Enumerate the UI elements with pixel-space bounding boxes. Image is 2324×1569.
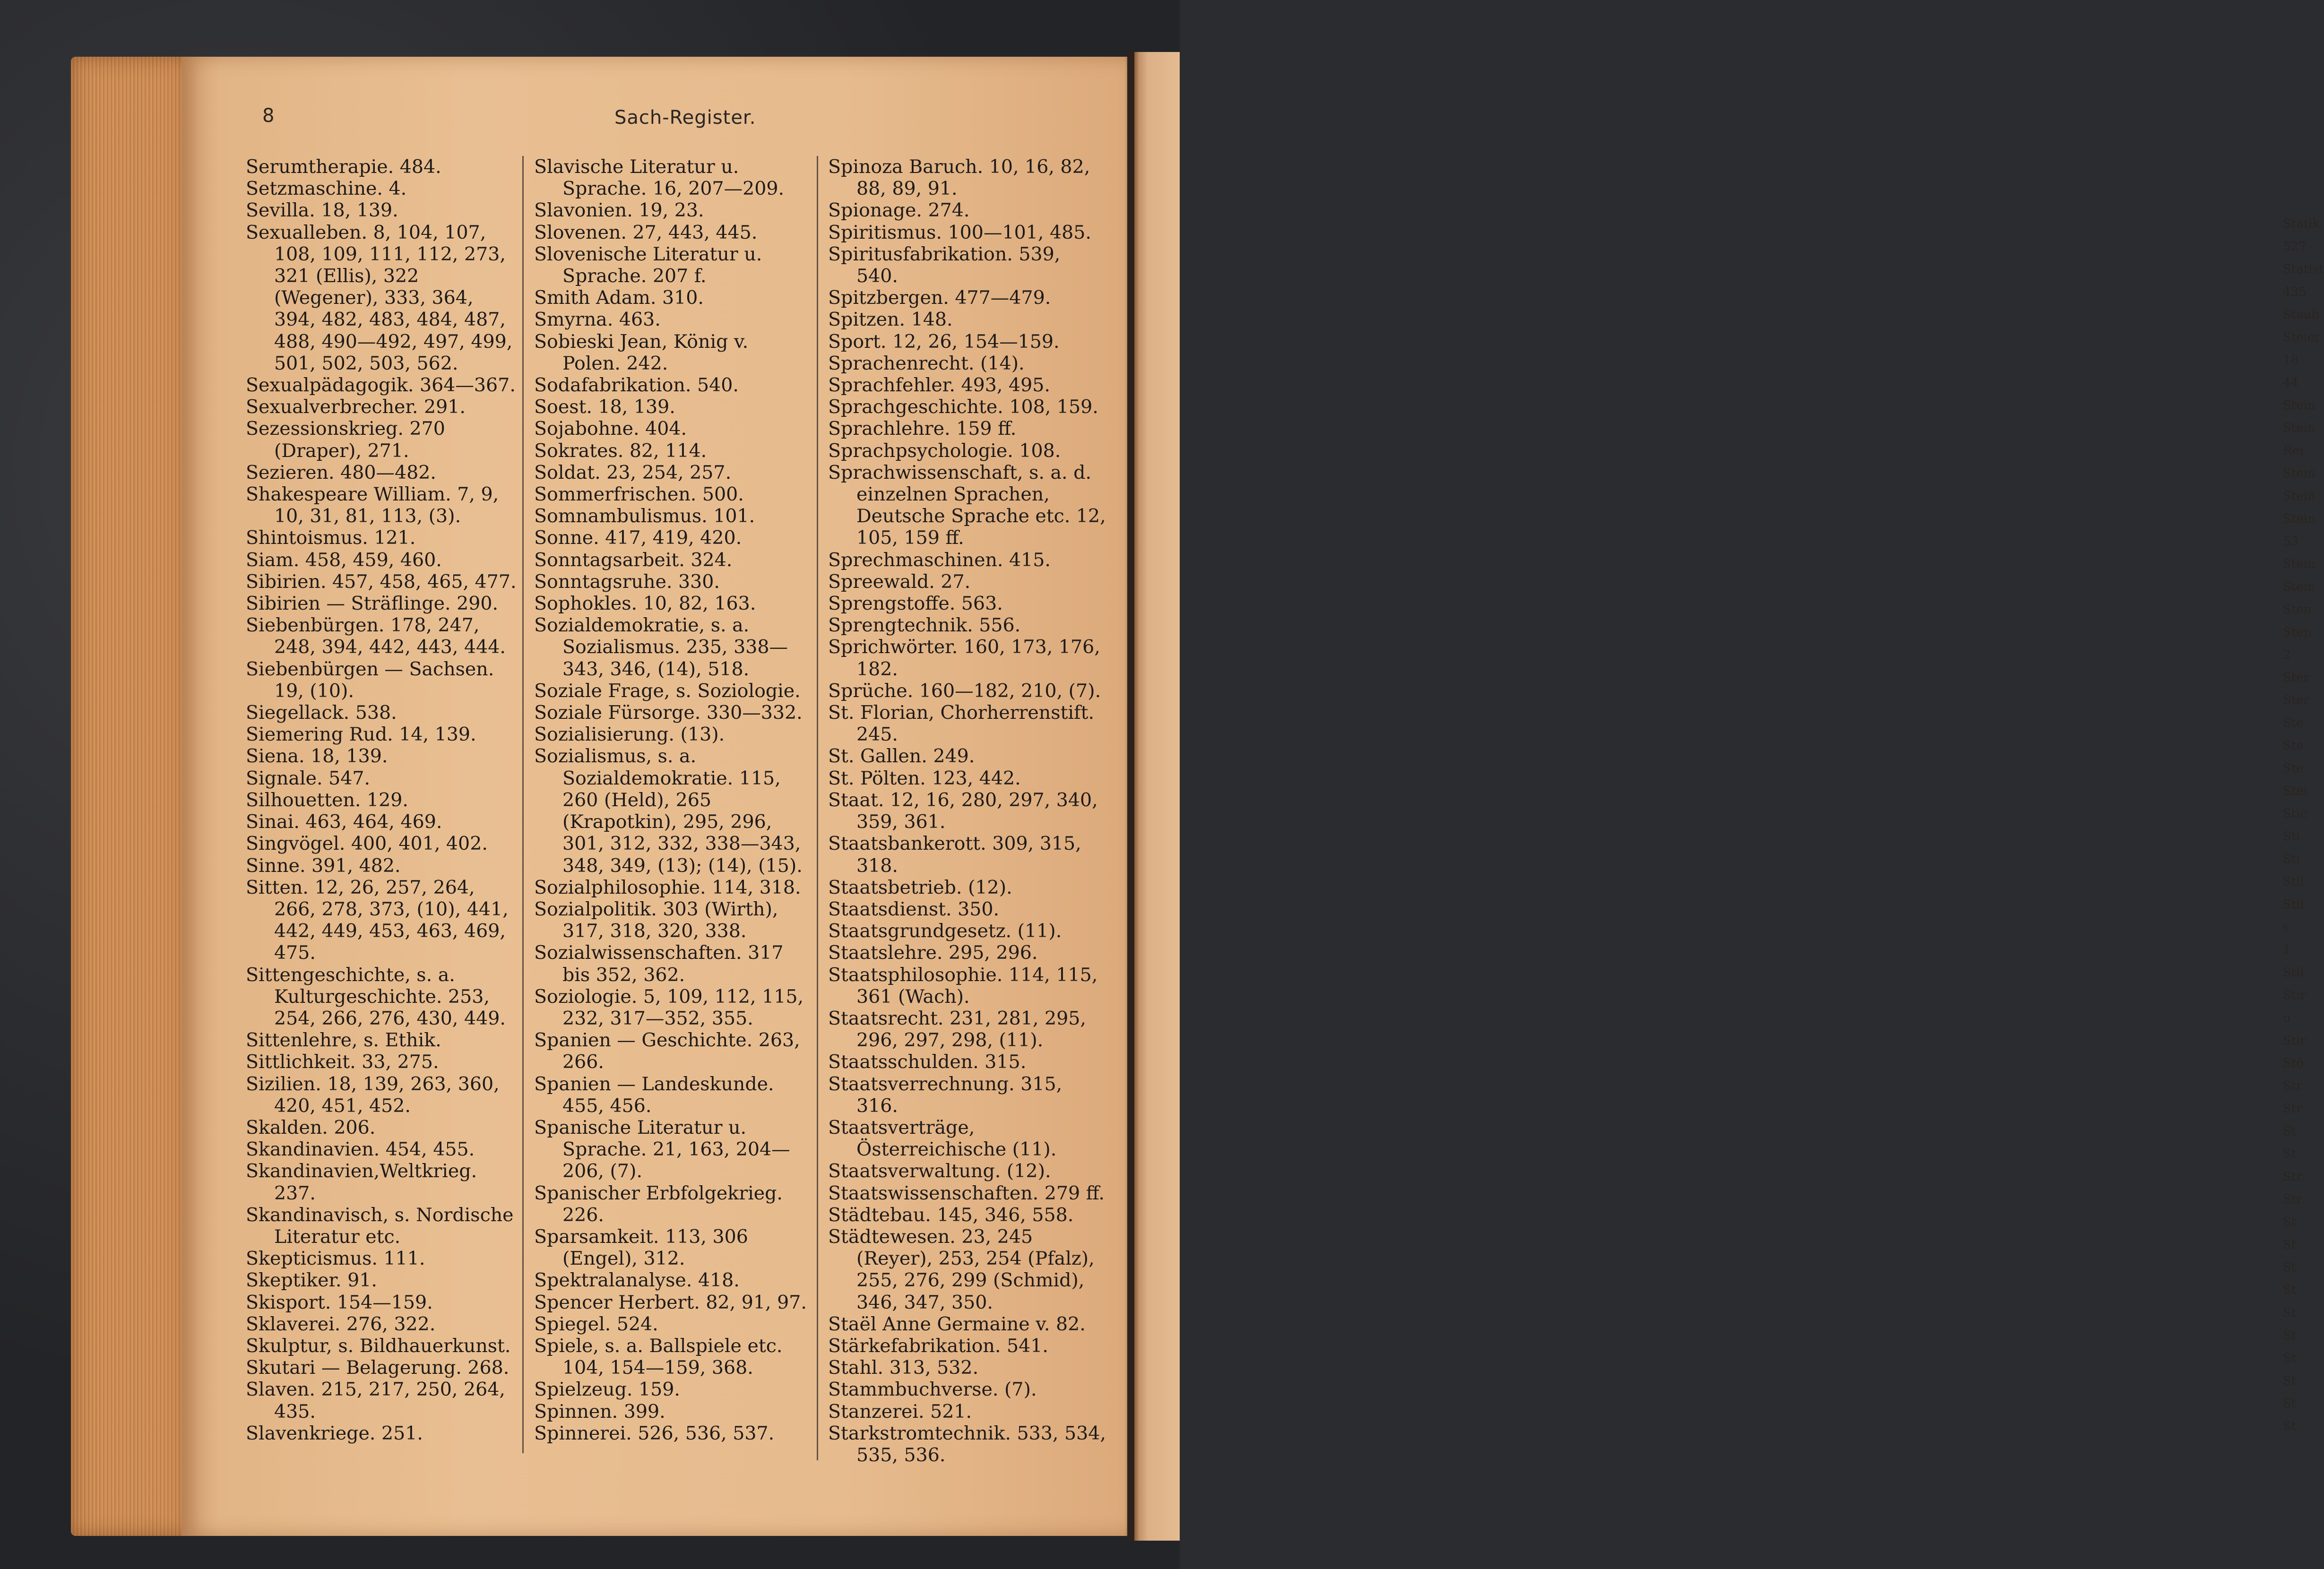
index-column-3 (828, 156, 1107, 1466)
next-page-fragment: Stö (2283, 1056, 2304, 1070)
index-entry: Slovenen. 27, 443, 445. (534, 221, 758, 243)
index-entry: Skalden. 206. (246, 1116, 376, 1138)
index-entry: Sojabohne. 404. (534, 418, 687, 440)
index-entry: Staatsdienst. 350. (828, 898, 1000, 920)
index-entry: Slovenische Literatur u. Sprache. 207 f. (534, 243, 762, 287)
next-page-fragment: Stein (2283, 421, 2315, 435)
index-entry: Starkstromtechnik. 533, 534, 535, 536. (828, 1422, 1106, 1466)
page-title: Sach-Register. (614, 107, 756, 129)
next-page-fragment: Sti (2283, 852, 2300, 866)
index-entry: Soziale Fürsorge. 330—332. (534, 702, 803, 724)
next-page-fragment: Ste (2283, 761, 2304, 776)
next-page-fragment: Step (2283, 625, 2312, 639)
index-entry: St. Pölten. 123, 442. (828, 767, 1021, 789)
index-entry: Sodafabrikation. 540. (534, 374, 739, 397)
index-entry: Sparsamkeit. 113, 306 (Engel), 312. (534, 1225, 748, 1270)
next-page-fragment: Stil (2283, 966, 2304, 980)
index-entry: Siemering Rud. 14, 139. (246, 724, 476, 746)
next-page-fragment: Stic (2283, 807, 2307, 821)
next-page-fragment: Str (2283, 1192, 2302, 1207)
index-entry: Sozialpolitik. 303 (Wirth), 317, 318, 320, 338. (534, 898, 778, 942)
index-entry: Smith Adam. 310. (534, 287, 704, 309)
index-entry: Staatslehre. 295, 296. (828, 942, 1038, 964)
next-page-fragment: Str (2283, 1102, 2302, 1116)
index-entry: Siam. 458, 459, 460. (246, 549, 442, 571)
index-entry: Staatsgrundgesetz. (11). (828, 920, 1062, 942)
index-entry: Spiritismus. 100—101, 485. (828, 221, 1091, 243)
index-entry: Sittengeschichte, s. a. Kulturgeschichte. 253, 254, 266, 276, 430, 449. (246, 964, 506, 1029)
index-entry: Spanische Literatur u. Sprache. 21, 163, 204—206, (7). (534, 1116, 790, 1182)
index-entry: Sozialwissenschaften. 317 bis 352, 362. (534, 942, 784, 986)
index-entry: Skulptur, s. Bildhauerkunst. (246, 1335, 511, 1357)
index-entry: Soziologie. 5, 109, 112, 115, 232, 317—352, 355. (534, 985, 804, 1029)
next-page-fragment: Ster (2283, 671, 2310, 685)
index-entry: Sport. 12, 26, 154—159. (828, 330, 1060, 353)
next-page-fragment: St (2283, 1351, 2297, 1365)
index-entry: Slavonien. 19, 23. (534, 199, 704, 222)
next-page-fragment: Stein (2283, 512, 2315, 526)
index-entry: Sexualleben. 8, 104, 107, 108, 109, 111, 112, 273, 321 (Ellis), 322 (Wegener), 333, 364, 394, 482, 483, 484, 487, 488, 490—492, 497, 499, 501, 502, 503, 562. (246, 221, 513, 374)
next-page-fragment: St (2283, 1283, 2297, 1297)
index-entry: Soldat. 23, 254, 257. (534, 461, 732, 483)
index-entry: Sibirien. 457, 458, 465, 477. (246, 570, 517, 593)
index-entry: Sozialismus, s. a. Sozialdemokratie. 115, 260 (Held), 265 (Krapotkin), 295, 296, 301, 312, 332, 338—343, 348, 349, (13); (14), (15). (534, 745, 803, 877)
index-entry: Siegellack. 538. (246, 702, 397, 724)
index-entry: Skutari — Belagerung. 268. (246, 1357, 510, 1379)
next-page-fragment: Stein (2283, 580, 2315, 594)
next-page-fragment: Stein (2283, 398, 2315, 413)
index-entry: Sezessionskrieg. 270 (Draper), 271. (246, 418, 445, 462)
index-entry: Städtewesen. 23, 245 (Reyer), 253, 254 (Pfalz), 255, 276, 299 (Schmid), 346, 347, 350. (828, 1225, 1095, 1313)
index-entry: Spiritusfabrikation. 539, 540. (828, 243, 1061, 287)
index-entry: Siebenbürgen — Sachsen. 19, (10). (246, 658, 494, 702)
index-entry: Skeptiker. 91. (246, 1269, 377, 1292)
index-entry: Sprengtechnik. 556. (828, 614, 1021, 637)
next-page-fragment: St (2283, 1419, 2297, 1433)
index-entry: Sokrates. 82, 114. (534, 440, 707, 462)
next-page-fragment: St (2283, 1147, 2297, 1161)
index-entry: Setzmaschine. 4. (246, 178, 407, 200)
index-entry: Staatsverträge, Österreichische (11). (828, 1116, 1057, 1161)
index-entry: Shintoismus. 121. (246, 527, 416, 549)
next-page-fragment: Stil (2283, 875, 2304, 889)
index-entry: Sonne. 417, 419, 420. (534, 527, 742, 549)
next-page-fragment: 2 (2283, 648, 2291, 662)
next-page-fragment: Statist (2283, 262, 2324, 276)
next-page-fragment: St (2283, 1124, 2297, 1138)
next-page-fragment: 53 (2283, 534, 2299, 549)
index-entry: Spinoza Baruch. 10, 16, 82, 88, 89, 91. (828, 156, 1090, 200)
index-entry: Sonntagsruhe. 330. (534, 570, 720, 593)
index-entry: Smyrna. 463. (534, 309, 661, 331)
index-entry: Signale. 547. (246, 767, 371, 789)
next-page-fragment: Stein (2283, 466, 2315, 481)
index-entry: Sexualverbrecher. 291. (246, 396, 466, 418)
index-entry: Spitzen. 148. (828, 309, 953, 331)
index-entry: Sprachenrecht. (14). (828, 352, 1025, 374)
index-entry: Sittlichkeit. 33, 275. (246, 1051, 439, 1073)
index-entry: Sophokles. 10, 82, 163. (534, 593, 756, 615)
index-entry: Sinne. 391, 482. (246, 854, 401, 877)
index-entry: Sibirien — Sträflinge. 290. (246, 593, 499, 615)
next-page-fragment: St (2283, 1238, 2297, 1252)
index-entry: Spitzbergen. 477—479. (828, 287, 1051, 309)
index-entry: Silhouetten. 129. (246, 789, 408, 811)
next-page-fragment: Stein (2283, 489, 2315, 503)
index-entry: Sprechmaschinen. 415. (828, 549, 1051, 571)
next-page-fragment: 435 (2283, 285, 2307, 299)
index-entry: Skandinavien. 454, 455. (246, 1138, 475, 1161)
index-entry: Stammbuchverse. (7). (828, 1379, 1037, 1401)
index-entry: Spencer Herbert. 82, 91, 97. (534, 1291, 807, 1313)
next-page-fragment: Sti (2283, 829, 2300, 844)
index-column-2 (534, 156, 808, 1444)
index-entry: Slavenkriege. 251. (246, 1422, 423, 1444)
index-entry: Sprachpsychologie. 108. (828, 440, 1061, 462)
index-entry: Spektralanalyse. 418. (534, 1269, 740, 1292)
index-entry: Shakespeare William. 7, 9, 10, 31, 81, 113, (3). (246, 483, 499, 527)
index-entry: Sezieren. 480—482. (246, 461, 436, 483)
index-entry: Sozialdemokratie, s. a. Sozialismus. 235, 338—343, 346, (14), 518. (534, 614, 788, 680)
index-entry: Siebenbürgen. 178, 247, 248, 394, 442, 443, 444. (246, 614, 506, 658)
next-page-fragment: Ste (2283, 716, 2304, 730)
next-page-fragment: St (2283, 1328, 2297, 1343)
index-entry: Spinnen. 399. (534, 1400, 665, 1422)
index-entry: Sprachfehler. 493, 495. (828, 374, 1050, 397)
index-entry: Stanzerei. 521. (828, 1400, 972, 1422)
index-entry: Staatsrecht. 231, 281, 295, 296, 297, 298, (11). (828, 1007, 1086, 1052)
index-entry: Skandinavisch, s. Nordische Literatur etc. (246, 1204, 514, 1248)
index-entry: Staatswissenschaften. 279 ff. (828, 1182, 1105, 1204)
index-entry: Spreewald. 27. (828, 570, 971, 593)
index-entry: Sprengstoffe. 563. (828, 593, 1003, 615)
index-entry: Sozialphilosophie. 114, 318. (534, 876, 801, 898)
index-entry: Skepticismus. 111. (246, 1248, 425, 1270)
index-entry: Soziale Frage, s. Soziologie. (534, 680, 801, 702)
next-page-fragment: St (2283, 1306, 2297, 1320)
index-entry: Spionage. 274. (828, 199, 970, 222)
index-entry: Spanien — Landeskunde. 455, 456. (534, 1073, 774, 1117)
next-page-fragment: 527 (2283, 240, 2307, 254)
index-entry: Sprüche. 160—182, 210, (7). (828, 680, 1101, 702)
next-page-fragment: Stir (2283, 1034, 2307, 1048)
index-entry: Sklaverei. 276, 322. (246, 1313, 436, 1335)
next-page-fragment: Stein (2283, 557, 2315, 571)
index-entry: Sevilla. 18, 139. (246, 199, 398, 222)
next-page-fragment: Stei (2283, 784, 2307, 798)
next-page-fragment: Staub (2283, 308, 2320, 322)
index-entry: Spanien — Geschichte. 263, 266. (534, 1029, 800, 1073)
index-entry: Slavische Literatur u. Sprache. 16, 207—209. (534, 156, 785, 200)
index-entry: Sprachlehre. 159 ff. (828, 418, 1017, 440)
next-page-fragment: St (2283, 1397, 2297, 1411)
index-entry: Somnambulismus. 101. (534, 505, 755, 527)
next-page-fragment: St (2283, 1260, 2297, 1275)
index-entry: Spanischer Erbfolgekrieg. 226. (534, 1182, 783, 1226)
index-entry: Sommerfrischen. 500. (534, 483, 744, 506)
index-entry: St. Gallen. 249. (828, 745, 975, 767)
index-entry: Sonntagsarbeit. 324. (534, 549, 733, 571)
index-entry: Sizilien. 18, 139, 263, 360, 420, 451, 452. (246, 1073, 500, 1117)
next-page-fragment: u (2283, 1011, 2291, 1025)
next-page-fragment: 44 (2283, 376, 2299, 390)
next-page-fragment: Str (2283, 1079, 2302, 1093)
index-entry: Spiele, s. a. Ballspiele etc. 104, 154—159, 368. (534, 1335, 783, 1379)
index-entry: Sittenlehre, s. Ethik. (246, 1029, 441, 1052)
next-page-fragment: s (2283, 920, 2289, 934)
page-number: 8 (262, 105, 275, 127)
index-entry: Sprichwörter. 160, 173, 176, 182. (828, 636, 1100, 680)
index-entry: Staatsbetrieb. (12). (828, 876, 1012, 898)
index-entry: Sobieski Jean, König v. Polen. 242. (534, 330, 749, 374)
next-page-fragment: Stil (2283, 897, 2304, 912)
index-entry: Slaven. 215, 217, 250, 264, 435. (246, 1379, 505, 1422)
next-page-fragment: Statik. (2283, 217, 2324, 231)
index-entry: Sozialisierung. (13). (534, 724, 725, 746)
index-entry: Staatsschulden. 315. (828, 1051, 1027, 1073)
index-entry: Skisport. 154—159. (246, 1291, 433, 1313)
index-entry: Staat. 12, 16, 280, 297, 340, 359, 361. (828, 789, 1098, 833)
index-entry: Sexualpädagogik. 364—367. (246, 374, 516, 397)
next-page-fragment: Str (2283, 1170, 2302, 1184)
index-entry: Staatsverwaltung. (12). (828, 1160, 1051, 1182)
next-page-edge (1134, 52, 2324, 1541)
next-page-fragment: 18 (2283, 353, 2299, 367)
index-entry: Staatsverrechnung. 315, 316. (828, 1073, 1063, 1117)
next-page-fragment: Ster (2283, 693, 2310, 707)
index-entry: Staatsphilosophie. 114, 115, 361 (Wach). (828, 964, 1098, 1008)
page-edges (71, 57, 189, 1536)
index-entry: Spielzeug. 159. (534, 1379, 680, 1401)
next-page-fragment: St (2283, 1374, 2297, 1388)
index-entry: Sprachwissenschaft, s. a. d. einzelnen Sprachen, Deutsche Sprache etc. 12, 105, 159 ff. (828, 461, 1106, 549)
page-gutter (1125, 52, 1139, 1541)
index-entry: Staël Anne Germaine v. 82. (828, 1313, 1086, 1335)
next-page-fragment: 1 (2283, 943, 2291, 957)
index-entry: Staatsbankerott. 309, 315, 318. (828, 833, 1081, 877)
index-entry: Sprachgeschichte. 108, 159. (828, 396, 1098, 418)
index-entry: St. Florian, Chorherrenstift. 245. (828, 702, 1095, 746)
next-page-fragment: Sten (2283, 603, 2312, 617)
next-page-fragment: Ste (2283, 739, 2304, 753)
index-column-1 (246, 156, 518, 1444)
column-divider (817, 156, 818, 1460)
index-entry: Spiegel. 524. (534, 1313, 658, 1335)
next-page-fragment: Stir (2283, 988, 2307, 1002)
index-entry: Stärkefabrikation. 541. (828, 1335, 1048, 1357)
index-entry: Serumtherapie. 484. (246, 156, 441, 178)
index-entry: Skandinavien,Weltkrieg. 237. (246, 1160, 477, 1204)
next-page-fragment: Rei (2283, 444, 2304, 458)
index-entry: Siena. 18, 139. (246, 745, 388, 767)
index-entry: Spinnerei. 526, 536, 537. (534, 1422, 775, 1444)
index-entry: Soest. 18, 139. (534, 396, 675, 418)
next-page-fragment: Steier (2283, 330, 2321, 345)
index-entry: Städtebau. 145, 346, 558. (828, 1204, 1074, 1226)
index-entry: Sitten. 12, 26, 257, 264, 266, 278, 373, (10), 441, 442, 449, 453, 463, 469, 475. (246, 876, 509, 964)
column-divider (522, 156, 524, 1453)
index-entry: Singvögel. 400, 401, 402. (246, 833, 488, 855)
index-entry: Stahl. 313, 532. (828, 1357, 979, 1379)
next-page-fragments (2283, 213, 2324, 1438)
index-entry: Sinai. 463, 464, 469. (246, 811, 442, 833)
next-page-fragment: St (2283, 1215, 2297, 1229)
